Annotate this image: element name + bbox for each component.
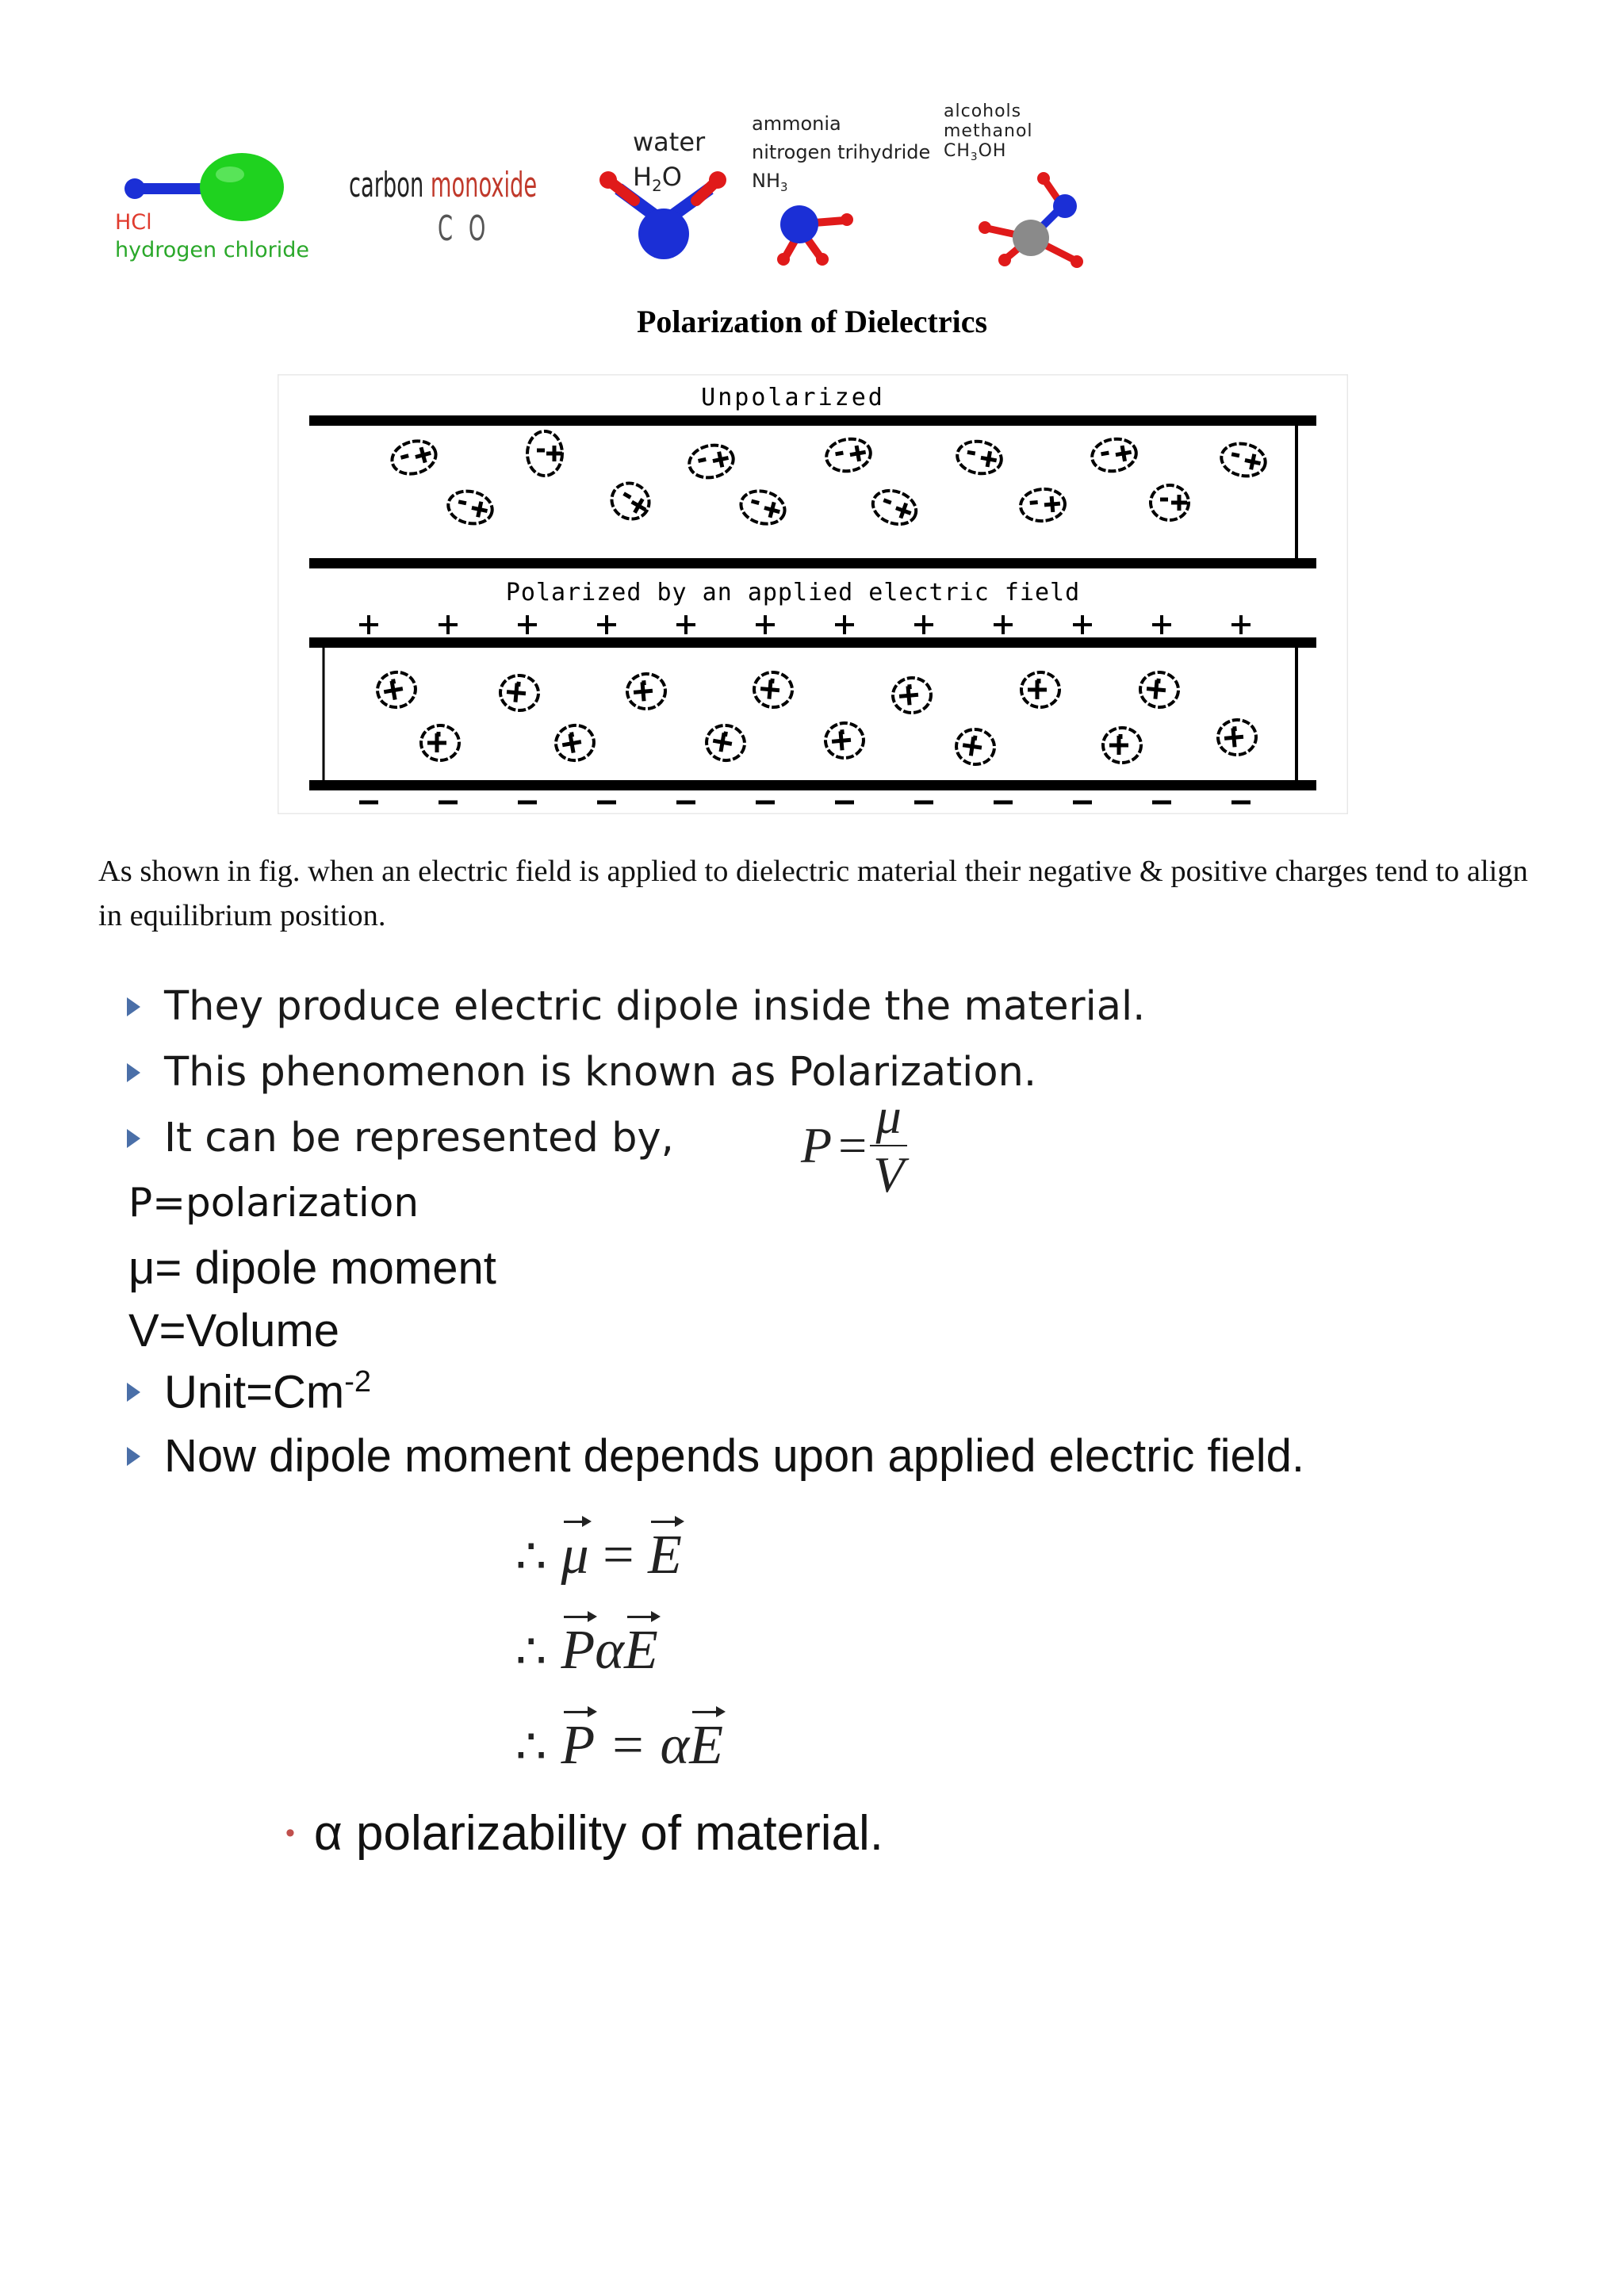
equation-op: = — [588, 1525, 649, 1586]
formula-lhs: P — [801, 1117, 833, 1173]
definition-mu: μ= dipole moment — [128, 1242, 496, 1294]
co-name-first: carbon — [349, 165, 424, 205]
positive-charge-icon — [994, 615, 1013, 634]
dipole-molecule-icon — [626, 672, 667, 710]
definition-p: P=polarization — [128, 1180, 419, 1226]
alcohol-formula-b: OH — [978, 141, 1007, 161]
dipole-molecule-icon — [1139, 671, 1180, 709]
dipole-molecule-icon — [1019, 488, 1066, 523]
positive-charge-icon — [1152, 615, 1171, 634]
dipole-molecule-icon — [375, 669, 419, 710]
dipole-molecule-icon — [704, 722, 748, 763]
bullet-unit — [127, 1365, 371, 1418]
water-formula-sub: 2 — [652, 176, 662, 195]
dipole-molecule-icon — [421, 725, 459, 760]
bullet-represented — [127, 1115, 674, 1161]
therefore-symbol: ∴ — [515, 1625, 547, 1679]
dipole-molecule-icon — [824, 435, 873, 474]
dipole-molecule-icon — [499, 674, 540, 712]
ammonia-formula-sub: 3 — [780, 180, 788, 195]
dipole-molecule-icon — [605, 476, 656, 526]
dipole-molecule-icon — [737, 486, 788, 528]
water-formula-tail: O — [661, 162, 682, 192]
co-atoms: C O — [438, 209, 486, 249]
ammonia-molecule-icon — [777, 205, 853, 266]
ammonia-alt-name: nitrogen trihydride — [752, 141, 931, 163]
positive-charge-icon — [676, 615, 695, 634]
water-formula-main: H — [633, 162, 653, 192]
mu-vector: μ — [561, 1525, 589, 1586]
dipole-molecule-icon — [686, 442, 736, 482]
formula-denominator: V — [873, 1146, 905, 1203]
dipole-molecule-icon — [527, 431, 562, 476]
unit-main: Unit=Cm — [164, 1366, 345, 1418]
alcohol-example: methanol — [944, 121, 1033, 141]
positive-charge-icon — [1231, 615, 1251, 634]
dipole-molecule-icon — [868, 485, 921, 530]
explanation-paragraph: As shown in fig. when an electric field is applied to dielectric material their negative & positive charges tend to align in equilibrium position. — [98, 855, 1528, 932]
note-bullet-icon: • — [285, 1818, 295, 1848]
ammonia-formula-main: NH — [752, 170, 780, 192]
molecule-strip — [111, 95, 1102, 277]
positive-charge-icon — [597, 615, 616, 634]
polarization-formula — [801, 1088, 904, 1203]
formula-eq: = — [838, 1117, 868, 1173]
hcl-formula: HCl — [115, 210, 152, 235]
equation-op: α — [595, 1620, 624, 1681]
bullet-unit-text — [164, 1365, 371, 1418]
alcohol-name: alcohols — [944, 101, 1022, 121]
ammonia-name: ammonia — [752, 113, 841, 135]
alcohol-formula-a: CH — [944, 141, 971, 161]
bullet-dipole — [127, 983, 1145, 1030]
dipole-molecule-icon — [1216, 718, 1258, 756]
triangle-bullet-icon — [127, 1447, 140, 1466]
co-label — [349, 165, 537, 205]
dipole-molecule-icon — [445, 488, 495, 528]
formula-fraction — [873, 1088, 904, 1203]
dipole-molecule-icon — [1103, 728, 1141, 763]
unit-exponent: -2 — [344, 1365, 372, 1399]
positive-charge-icon — [439, 615, 458, 634]
therefore-symbol: ∴ — [515, 1720, 547, 1774]
dipole-molecule-icon — [954, 727, 997, 767]
bullet-dipole-text: They produce electric dipole inside the material. — [164, 983, 1146, 1030]
dipole-molecule-icon — [955, 438, 1004, 476]
equation-op: = α — [595, 1715, 690, 1776]
dielectric-figure — [278, 374, 1348, 814]
ammonia-formula — [752, 170, 787, 194]
triangle-bullet-icon — [127, 1383, 140, 1402]
p-vector: P — [561, 1620, 596, 1681]
dipole-molecule-icon — [1151, 485, 1189, 520]
alcohol-formula-sub: 3 — [970, 150, 979, 163]
methanol-molecule-icon — [979, 172, 1083, 268]
e-vector: E — [623, 1620, 658, 1681]
positive-charge-icon — [914, 615, 933, 634]
triangle-bullet-icon — [127, 997, 140, 1016]
alcohol-formula — [944, 141, 1006, 163]
therefore-symbol: ∴ — [515, 1530, 547, 1584]
dipole-molecule-icon — [1090, 435, 1139, 474]
positive-charge-icon — [756, 615, 775, 634]
equation-p-alpha-e — [515, 1619, 658, 1682]
polarized-label: Polarized by an applied electric field — [505, 579, 1081, 607]
e-vector: E — [689, 1715, 723, 1776]
bullet-represented-text: It can be represented by, — [164, 1115, 674, 1161]
positive-charge-icon — [835, 615, 854, 634]
dipole-molecule-icon — [824, 721, 865, 760]
e-vector: E — [648, 1525, 682, 1586]
figure-title: Polarization of Dielectrics — [636, 304, 988, 339]
triangle-bullet-icon — [127, 1063, 140, 1082]
dipole-molecule-icon — [1218, 440, 1268, 480]
dipole-molecule-icon — [1021, 672, 1059, 707]
bullet-phenomenon-text: This phenomenon is known as Polarization. — [164, 1049, 1037, 1096]
definition-v: V=Volume — [128, 1305, 340, 1357]
dipole-molecule-icon — [389, 436, 439, 478]
bullet-depends-text: Now dipole moment depends upon applied electric field. — [164, 1430, 1304, 1482]
positive-charge-icon — [518, 615, 537, 634]
p-vector: P — [561, 1715, 596, 1776]
triangle-bullet-icon — [127, 1129, 140, 1148]
equation-mu-e — [515, 1524, 682, 1587]
co-name-second: monoxide — [430, 165, 538, 205]
dipole-molecule-icon — [753, 671, 794, 709]
positive-charge-icon — [359, 615, 378, 634]
water-formula — [633, 162, 682, 195]
water-name: water — [633, 127, 706, 157]
equation-p-equals-alpha-e — [515, 1714, 723, 1777]
note-text: α polarizability of material. — [313, 1806, 884, 1861]
hcl-name: hydrogen chloride — [115, 238, 310, 262]
positive-charge-icon — [1073, 615, 1092, 634]
polarizability-note — [285, 1805, 883, 1862]
dipole-molecule-icon — [553, 722, 597, 763]
bullet-depends — [127, 1429, 1304, 1483]
dipole-molecule-icon — [891, 676, 933, 714]
formula-numerator: μ — [875, 1088, 902, 1144]
unpolarized-label: Unpolarized — [701, 384, 885, 411]
